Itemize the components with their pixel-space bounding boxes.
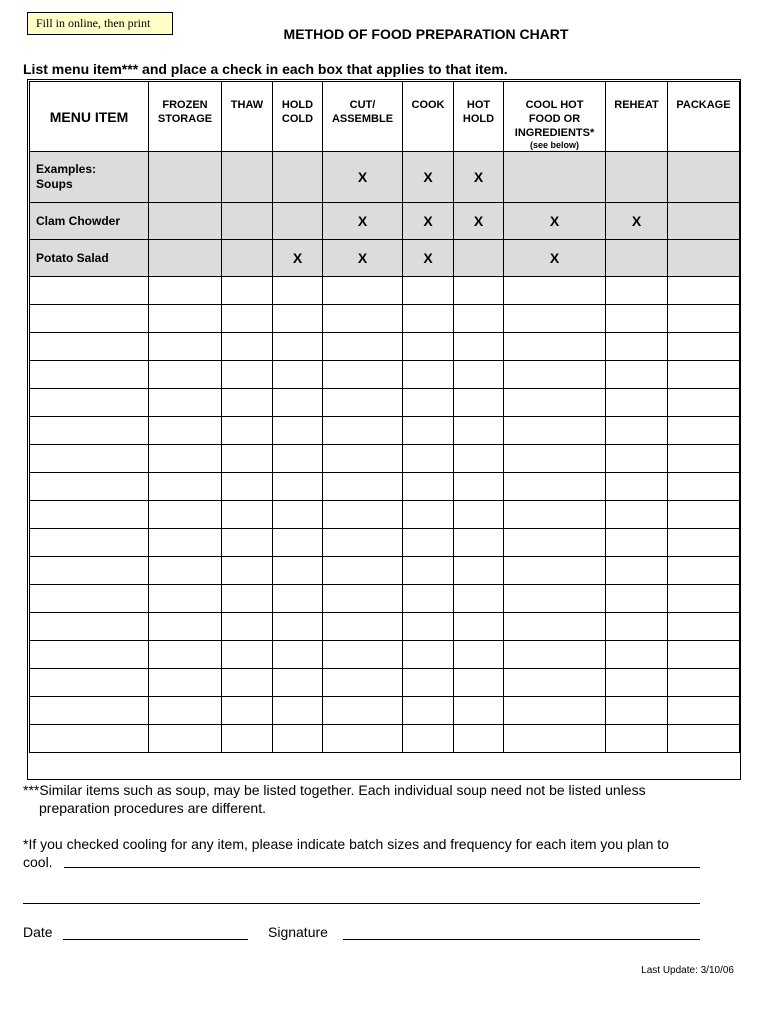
- header-hot-hold: HOT HOLD: [454, 82, 504, 152]
- blank-entry-row: [30, 697, 740, 725]
- check-entry-cell[interactable]: [273, 501, 323, 529]
- check-entry-cell[interactable]: [273, 669, 323, 697]
- example-item-label: Examples: Soups: [30, 152, 149, 203]
- example-item-label: Clam Chowder: [30, 203, 149, 240]
- menu-item-entry-cell[interactable]: [30, 361, 149, 389]
- example-check-cell: X: [403, 240, 454, 277]
- example-check-cell: [273, 203, 323, 240]
- check-entry-cell[interactable]: [454, 641, 504, 669]
- page-title: METHOD OF FOOD PREPARATION CHART: [283, 26, 569, 42]
- example-item-label: Potato Salad: [30, 240, 149, 277]
- check-entry-cell[interactable]: [606, 529, 668, 557]
- check-entry-cell[interactable]: [273, 613, 323, 641]
- check-entry-cell[interactable]: [323, 305, 403, 333]
- blank-entry-row: [30, 669, 740, 697]
- example-check-cell: [504, 152, 606, 203]
- check-entry-cell[interactable]: [403, 501, 454, 529]
- fill-online-note: Fill in online, then print: [27, 12, 173, 35]
- example-check-cell: X: [504, 203, 606, 240]
- example-row: [30, 203, 740, 240]
- blank-entry-row: [30, 641, 740, 669]
- blank-entry-row: [30, 361, 740, 389]
- check-entry-cell[interactable]: [403, 473, 454, 501]
- check-entry-cell[interactable]: [403, 725, 454, 753]
- menu-item-entry-cell[interactable]: [30, 529, 149, 557]
- check-entry-cell[interactable]: [504, 529, 606, 557]
- check-entry-cell[interactable]: [149, 473, 222, 501]
- check-entry-cell[interactable]: [323, 277, 403, 305]
- check-entry-cell[interactable]: [454, 585, 504, 613]
- check-entry-cell[interactable]: [504, 361, 606, 389]
- check-entry-cell[interactable]: [323, 361, 403, 389]
- header-cook: COOK: [403, 82, 454, 152]
- check-entry-cell[interactable]: [668, 557, 740, 585]
- check-entry-cell[interactable]: [668, 613, 740, 641]
- check-entry-cell[interactable]: [403, 389, 454, 417]
- check-entry-cell[interactable]: [403, 277, 454, 305]
- check-entry-cell[interactable]: [149, 333, 222, 361]
- example-check-cell: X: [323, 240, 403, 277]
- check-entry-cell[interactable]: [273, 361, 323, 389]
- check-entry-cell[interactable]: [149, 669, 222, 697]
- header-frozen-storage: FROZEN STORAGE: [149, 82, 222, 152]
- check-entry-cell[interactable]: [149, 585, 222, 613]
- check-entry-cell[interactable]: [606, 501, 668, 529]
- check-entry-cell[interactable]: [454, 361, 504, 389]
- example-check-cell: [149, 152, 222, 203]
- check-entry-cell[interactable]: [222, 641, 273, 669]
- preparation-table-frame: [27, 79, 741, 780]
- example-check-cell: [149, 240, 222, 277]
- check-entry-cell[interactable]: [149, 641, 222, 669]
- menu-item-entry-cell[interactable]: [30, 613, 149, 641]
- batch-size-line-1[interactable]: [64, 867, 700, 868]
- check-entry-cell[interactable]: [403, 669, 454, 697]
- check-entry-cell[interactable]: [606, 585, 668, 613]
- check-entry-cell[interactable]: [323, 697, 403, 725]
- check-entry-cell[interactable]: [149, 613, 222, 641]
- example-check-cell: X: [273, 240, 323, 277]
- check-entry-cell[interactable]: [323, 473, 403, 501]
- check-entry-cell[interactable]: [149, 529, 222, 557]
- footnote-cooling: *If you checked cooling for any item, please indicate batch sizes and frequency for each item you plan to cool.: [23, 836, 669, 870]
- menu-item-entry-cell[interactable]: [30, 277, 149, 305]
- example-check-cell: [606, 240, 668, 277]
- example-check-cell: [454, 240, 504, 277]
- menu-item-entry-cell[interactable]: [30, 501, 149, 529]
- check-entry-cell[interactable]: [454, 417, 504, 445]
- example-check-cell: [222, 240, 273, 277]
- check-entry-cell[interactable]: [403, 305, 454, 333]
- check-entry-cell[interactable]: [273, 333, 323, 361]
- menu-item-entry-cell[interactable]: [30, 305, 149, 333]
- check-entry-cell[interactable]: [323, 669, 403, 697]
- check-entry-cell[interactable]: [403, 361, 454, 389]
- header-cool-hot-food: COOL HOT FOOD OR INGREDIENTS* (see below): [504, 82, 606, 152]
- menu-item-entry-cell[interactable]: [30, 445, 149, 473]
- blank-entry-row: [30, 473, 740, 501]
- check-entry-cell[interactable]: [323, 613, 403, 641]
- check-entry-cell[interactable]: [504, 389, 606, 417]
- check-entry-cell[interactable]: [149, 417, 222, 445]
- check-entry-cell[interactable]: [606, 445, 668, 473]
- check-entry-cell[interactable]: [606, 417, 668, 445]
- check-entry-cell[interactable]: [222, 333, 273, 361]
- check-entry-cell[interactable]: [606, 697, 668, 725]
- check-entry-cell[interactable]: [668, 417, 740, 445]
- check-entry-cell[interactable]: [149, 445, 222, 473]
- check-entry-cell[interactable]: [149, 501, 222, 529]
- check-entry-cell[interactable]: [149, 725, 222, 753]
- menu-item-entry-cell[interactable]: [30, 697, 149, 725]
- example-check-cell: [149, 203, 222, 240]
- check-entry-cell[interactable]: [273, 277, 323, 305]
- menu-item-entry-cell[interactable]: [30, 725, 149, 753]
- example-check-cell: [222, 152, 273, 203]
- check-entry-cell[interactable]: [504, 305, 606, 333]
- check-entry-cell[interactable]: [504, 417, 606, 445]
- check-entry-cell[interactable]: [606, 557, 668, 585]
- example-check-cell: X: [454, 152, 504, 203]
- signature-line[interactable]: [343, 939, 700, 940]
- check-entry-cell[interactable]: [403, 613, 454, 641]
- check-entry-cell[interactable]: [222, 389, 273, 417]
- header-hold-cold: HOLD COLD: [273, 82, 323, 152]
- header-thaw: THAW: [222, 82, 273, 152]
- check-entry-cell[interactable]: [323, 501, 403, 529]
- check-entry-cell[interactable]: [222, 473, 273, 501]
- example-check-cell: [222, 203, 273, 240]
- check-entry-cell[interactable]: [222, 305, 273, 333]
- check-entry-cell[interactable]: [454, 557, 504, 585]
- check-entry-cell[interactable]: [504, 641, 606, 669]
- signature-label: Signature: [268, 924, 328, 940]
- check-entry-cell[interactable]: [606, 641, 668, 669]
- blank-entry-row: [30, 333, 740, 361]
- check-entry-cell[interactable]: [323, 557, 403, 585]
- check-entry-cell[interactable]: [504, 473, 606, 501]
- check-entry-cell[interactable]: [454, 305, 504, 333]
- check-entry-cell[interactable]: [668, 389, 740, 417]
- check-entry-cell[interactable]: [273, 529, 323, 557]
- blank-entry-row: [30, 725, 740, 753]
- check-entry-cell[interactable]: [403, 529, 454, 557]
- check-entry-cell[interactable]: [222, 417, 273, 445]
- check-entry-cell[interactable]: [454, 333, 504, 361]
- check-entry-cell[interactable]: [222, 669, 273, 697]
- check-entry-cell[interactable]: [504, 333, 606, 361]
- check-entry-cell[interactable]: [149, 697, 222, 725]
- check-entry-cell[interactable]: [323, 333, 403, 361]
- last-update-text: Last Update: 3/10/06: [641, 965, 734, 976]
- menu-item-entry-cell[interactable]: [30, 557, 149, 585]
- check-entry-cell[interactable]: [606, 669, 668, 697]
- instruction-text: List menu item*** and place a check in each box that applies to that item.: [23, 61, 508, 77]
- blank-entry-row: [30, 501, 740, 529]
- check-entry-cell[interactable]: [454, 529, 504, 557]
- check-entry-cell[interactable]: [149, 305, 222, 333]
- menu-item-entry-cell[interactable]: [30, 389, 149, 417]
- check-entry-cell[interactable]: [668, 333, 740, 361]
- check-entry-cell[interactable]: [454, 669, 504, 697]
- check-entry-cell[interactable]: [273, 305, 323, 333]
- example-check-cell: [668, 152, 740, 203]
- check-entry-cell[interactable]: [273, 585, 323, 613]
- check-entry-cell[interactable]: [403, 333, 454, 361]
- check-entry-cell[interactable]: [606, 277, 668, 305]
- check-entry-cell[interactable]: [668, 641, 740, 669]
- date-label: Date: [23, 924, 53, 940]
- check-entry-cell[interactable]: [403, 697, 454, 725]
- example-row: [30, 240, 740, 277]
- check-entry-cell[interactable]: [222, 585, 273, 613]
- check-entry-cell[interactable]: [668, 725, 740, 753]
- check-entry-cell[interactable]: [222, 557, 273, 585]
- check-entry-cell[interactable]: [668, 501, 740, 529]
- menu-item-entry-cell[interactable]: [30, 473, 149, 501]
- check-entry-cell[interactable]: [149, 389, 222, 417]
- check-entry-cell[interactable]: [504, 585, 606, 613]
- header-cut-assemble: CUT/ ASSEMBLE: [323, 82, 403, 152]
- check-entry-cell[interactable]: [454, 613, 504, 641]
- example-check-cell: X: [504, 240, 606, 277]
- check-entry-cell[interactable]: [454, 389, 504, 417]
- header-menu-item: MENU ITEM: [30, 82, 149, 152]
- menu-item-entry-cell[interactable]: [30, 669, 149, 697]
- date-line[interactable]: [63, 939, 248, 940]
- check-entry-cell[interactable]: [606, 725, 668, 753]
- check-entry-cell[interactable]: [149, 557, 222, 585]
- check-entry-cell[interactable]: [222, 277, 273, 305]
- blank-entry-row: [30, 557, 740, 585]
- check-entry-cell[interactable]: [668, 305, 740, 333]
- check-entry-cell[interactable]: [222, 445, 273, 473]
- check-entry-cell[interactable]: [222, 725, 273, 753]
- check-entry-cell[interactable]: [606, 613, 668, 641]
- check-entry-cell[interactable]: [668, 697, 740, 725]
- menu-item-entry-cell[interactable]: [30, 585, 149, 613]
- check-entry-cell[interactable]: [323, 445, 403, 473]
- menu-item-entry-cell[interactable]: [30, 333, 149, 361]
- check-entry-cell[interactable]: [668, 669, 740, 697]
- footnote-similar-items: ***Similar items such as soup, may be listed together. Each individual soup need not be listed unless preparation procedures are different.: [23, 782, 646, 816]
- check-entry-cell[interactable]: [273, 417, 323, 445]
- blank-entry-row: [30, 417, 740, 445]
- check-entry-cell[interactable]: [504, 277, 606, 305]
- check-entry-cell[interactable]: [273, 557, 323, 585]
- example-check-cell: X: [323, 203, 403, 240]
- header-row: [30, 82, 740, 152]
- check-entry-cell[interactable]: [504, 669, 606, 697]
- check-entry-cell[interactable]: [668, 445, 740, 473]
- check-entry-cell[interactable]: [273, 445, 323, 473]
- menu-item-entry-cell[interactable]: [30, 417, 149, 445]
- header-package: PACKAGE: [668, 82, 740, 152]
- header-reheat: REHEAT: [606, 82, 668, 152]
- check-entry-cell[interactable]: [403, 445, 454, 473]
- example-check-cell: [668, 240, 740, 277]
- example-check-cell: [668, 203, 740, 240]
- blank-entry-row: [30, 529, 740, 557]
- example-check-cell: X: [323, 152, 403, 203]
- check-entry-cell[interactable]: [504, 697, 606, 725]
- check-entry-cell[interactable]: [606, 305, 668, 333]
- check-entry-cell[interactable]: [504, 613, 606, 641]
- example-check-cell: [606, 152, 668, 203]
- example-check-cell: X: [454, 203, 504, 240]
- check-entry-cell[interactable]: [323, 529, 403, 557]
- check-entry-cell[interactable]: [454, 445, 504, 473]
- check-entry-cell[interactable]: [504, 725, 606, 753]
- check-entry-cell[interactable]: [323, 725, 403, 753]
- check-entry-cell[interactable]: [403, 557, 454, 585]
- example-check-cell: X: [403, 152, 454, 203]
- check-entry-cell[interactable]: [222, 501, 273, 529]
- check-entry-cell[interactable]: [403, 641, 454, 669]
- check-entry-cell[interactable]: [606, 333, 668, 361]
- check-entry-cell[interactable]: [222, 697, 273, 725]
- check-entry-cell[interactable]: [323, 585, 403, 613]
- check-entry-cell[interactable]: [668, 473, 740, 501]
- check-entry-cell[interactable]: [454, 473, 504, 501]
- check-entry-cell[interactable]: [149, 361, 222, 389]
- check-entry-cell[interactable]: [403, 585, 454, 613]
- check-entry-cell[interactable]: [222, 529, 273, 557]
- check-entry-cell[interactable]: [606, 473, 668, 501]
- check-entry-cell[interactable]: [273, 697, 323, 725]
- blank-entry-row: [30, 445, 740, 473]
- check-entry-cell[interactable]: [454, 697, 504, 725]
- check-entry-cell[interactable]: [454, 501, 504, 529]
- example-row: [30, 152, 740, 203]
- batch-size-line-2[interactable]: [23, 903, 700, 904]
- blank-entry-row: [30, 305, 740, 333]
- check-entry-cell[interactable]: [222, 613, 273, 641]
- check-entry-cell[interactable]: [222, 361, 273, 389]
- check-entry-cell[interactable]: [273, 725, 323, 753]
- check-entry-cell[interactable]: [323, 417, 403, 445]
- blank-entry-row: [30, 613, 740, 641]
- check-entry-cell[interactable]: [668, 277, 740, 305]
- check-entry-cell[interactable]: [454, 277, 504, 305]
- example-check-cell: X: [606, 203, 668, 240]
- check-entry-cell[interactable]: [504, 445, 606, 473]
- check-entry-cell[interactable]: [668, 361, 740, 389]
- check-entry-cell[interactable]: [149, 277, 222, 305]
- check-entry-cell[interactable]: [273, 641, 323, 669]
- check-entry-cell[interactable]: [403, 417, 454, 445]
- check-entry-cell[interactable]: [454, 725, 504, 753]
- check-entry-cell[interactable]: [668, 529, 740, 557]
- check-entry-cell[interactable]: [273, 473, 323, 501]
- menu-item-entry-cell[interactable]: [30, 641, 149, 669]
- preparation-table: [29, 81, 740, 753]
- check-entry-cell[interactable]: [323, 389, 403, 417]
- blank-entry-row: [30, 585, 740, 613]
- example-check-cell: X: [403, 203, 454, 240]
- check-entry-cell[interactable]: [606, 361, 668, 389]
- check-entry-cell[interactable]: [273, 389, 323, 417]
- blank-entry-row: [30, 277, 740, 305]
- check-entry-cell[interactable]: [606, 389, 668, 417]
- check-entry-cell[interactable]: [323, 641, 403, 669]
- check-entry-cell[interactable]: [504, 557, 606, 585]
- blank-entry-row: [30, 389, 740, 417]
- example-check-cell: [273, 152, 323, 203]
- check-entry-cell[interactable]: [668, 585, 740, 613]
- check-entry-cell[interactable]: [504, 501, 606, 529]
